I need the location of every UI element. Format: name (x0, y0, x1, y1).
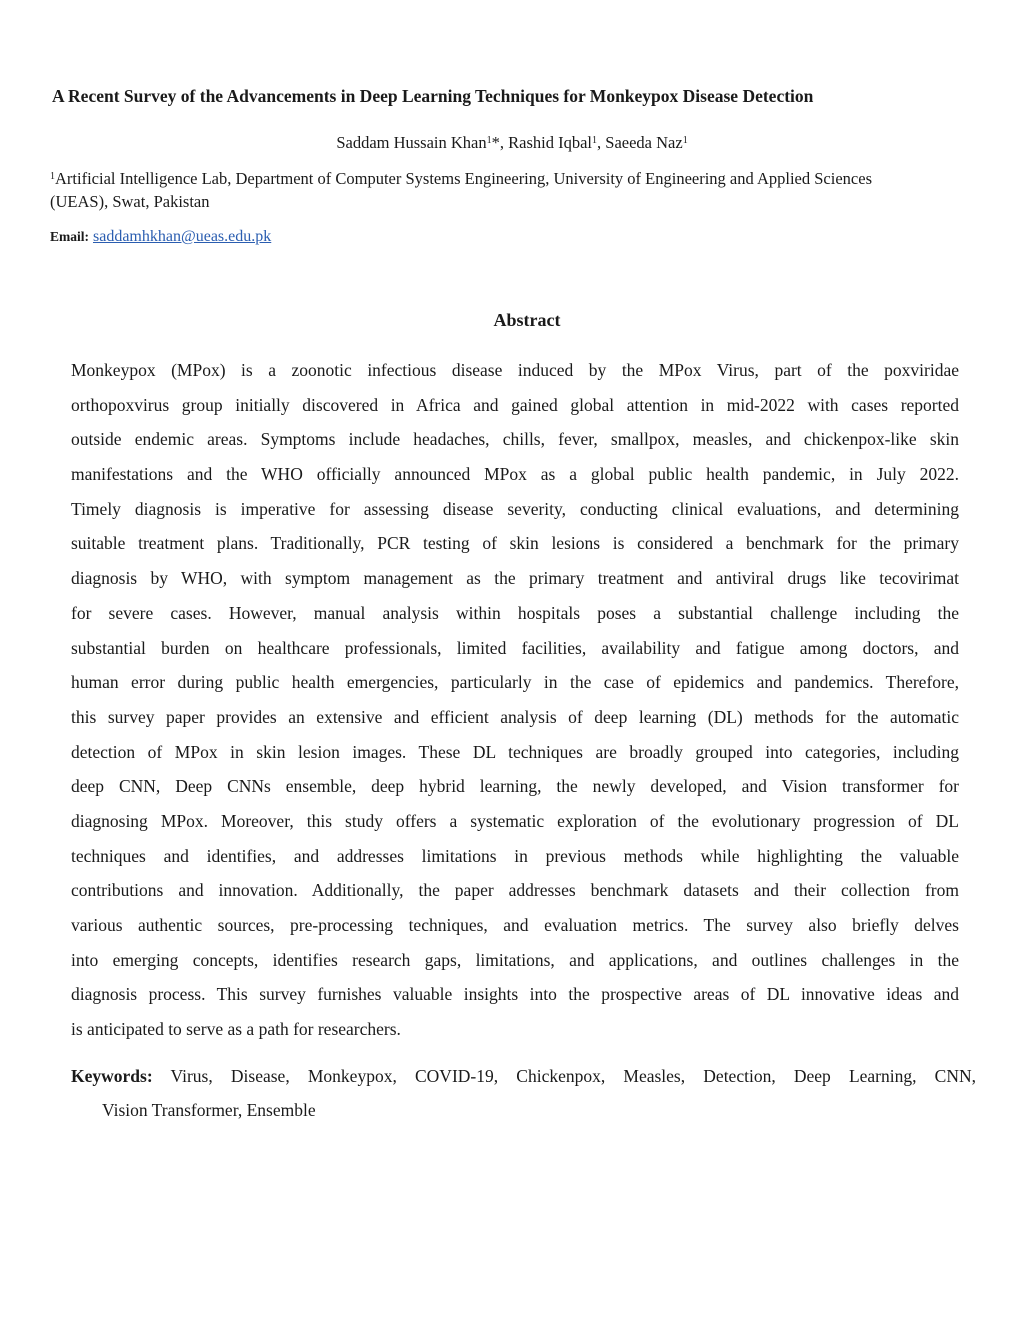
author-affiliation-mark: 1 (592, 135, 598, 146)
email-link[interactable]: saddamhkhan@ueas.edu.pk (93, 228, 272, 245)
author-name: Rashid Iqbal (508, 133, 593, 152)
abstract-line: deep CNN, Deep CNNs ensemble, deep hybrid learning, the newly developed, and Vision transformer for (71, 776, 959, 797)
abstract-line: diagnosis by WHO, with symptom management as the primary treatment and antiviral drugs like tecovirimat (71, 568, 959, 589)
author-name: Saddam Hussain Khan (336, 133, 487, 152)
abstract-line: substantial burden on healthcare professionals, limited facilities, availability and fatigue among doctors, and (71, 637, 959, 658)
abstract-line: diagnosis process. This survey furnishes valuable insights into the prospective areas of DL innovative ideas and (71, 984, 959, 1005)
abstract-line: detection of MPox in skin lesion images. These DL techniques are broadly grouped into categories, including (71, 741, 959, 762)
affiliation (50, 167, 980, 213)
author-affiliation-mark: 1 (682, 135, 688, 146)
paper-title: A Recent Survey of the Advancements in Deep Learning Techniques for Monkeypox Disease Detection (52, 86, 814, 106)
author-list (0, 131, 1024, 155)
author-affiliation-mark: 1 (486, 135, 492, 146)
abstract-line: this survey paper provides an extensive and efficient analysis of deep learning (DL) methods for the automatic (71, 706, 959, 727)
author-name: Saeeda Naz (605, 133, 683, 152)
affiliation-mark: 1 (50, 171, 55, 182)
keywords-list: Virus, Disease, Monkeypox, COVID-19, Chickenpox, Measles, Detection, Deep Learning, CNN, (170, 1066, 976, 1086)
abstract-line: contributions and innovation. Additionally, the paper addresses benchmark datasets and their collection from (71, 880, 959, 901)
author-separator: *, (491, 133, 509, 152)
abstract-line: is anticipated to serve as a path for researchers. (71, 1019, 401, 1040)
email-label: Email: (50, 229, 89, 244)
abstract-line: Monkeypox (MPox) is a zoonotic infectious disease induced by the MPox Virus, part of the poxviridae (71, 360, 959, 380)
affiliation-line: Artificial Intelligence Lab, Department of Computer Systems Engineering, University of Engineering and Applied Sciences (55, 169, 872, 188)
abstract-line: orthopoxvirus group initially discovered in Africa and gained global attention in mid-2022 with cases reported (71, 394, 959, 415)
abstract-line: various authentic sources, pre-processing techniques, and evaluation metrics. The survey also briefly delves (71, 915, 959, 935)
abstract-line: suitable treatment plans. Traditionally, PCR testing of skin lesions is considered a benchmark for the primary (71, 533, 959, 554)
abstract-line: techniques and identifies, and addresses limitations in previous methods while highlighting the valuable (71, 845, 959, 866)
keywords-label: Keywords: (71, 1066, 153, 1086)
abstract-line: for severe cases. However, manual analysis within hospitals poses a substantial challenge including the (71, 602, 959, 623)
abstract-line: diagnosing MPox. Moreover, this study offers a systematic exploration of the evolutionary progression of DL (71, 810, 959, 831)
abstract-line: into emerging concepts, identifies research gaps, limitations, and applications, and outlines challenges in the (71, 949, 959, 970)
affiliation-line: (UEAS), Swat, Pakistan (50, 192, 210, 211)
keywords-list-continued: Vision Transformer, Ensemble (102, 1100, 316, 1120)
abstract-line: human error during public health emergencies, particularly in the case of epidemics and pandemics. Therefore, (71, 672, 959, 693)
abstract-line: outside endemic areas. Symptoms include headaches, chills, fever, smallpox, measles, and chickenpox-like skin (71, 429, 959, 450)
abstract-line: Timely diagnosis is imperative for assessing disease severity, conducting clinical evaluations, and determining (71, 498, 959, 519)
abstract-line: manifestations and the WHO officially announced MPox as a global public health pandemic, in July 2022. (71, 464, 959, 485)
abstract-heading: Abstract (493, 310, 561, 330)
email-block (50, 226, 271, 248)
keywords (71, 1059, 976, 1127)
abstract-body (71, 353, 959, 1047)
author-separator: , (597, 133, 606, 152)
